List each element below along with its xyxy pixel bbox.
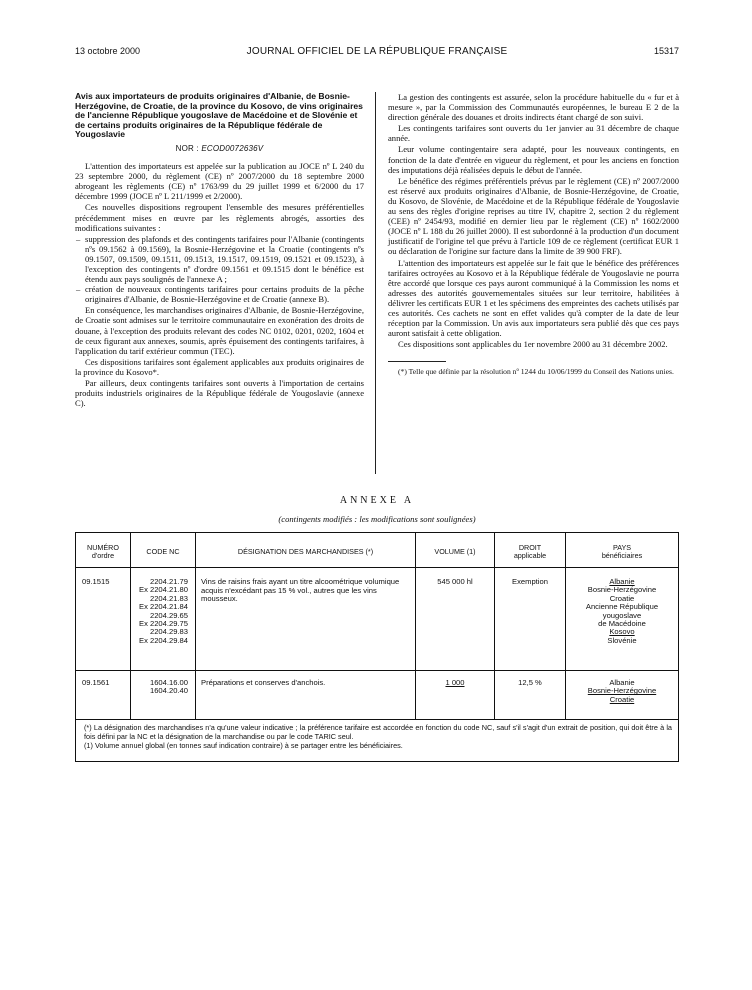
country: Albanie — [609, 577, 635, 586]
modifications-list — [75, 234, 364, 305]
nc-code: 1604.20.40 — [149, 686, 188, 696]
country: de Macédoine — [598, 619, 646, 629]
paragraph: Ces dispositions sont applicables du 1er novembre 2000 au 31 décembre 2002. — [398, 339, 668, 350]
row-droit: 12,5 % — [518, 678, 542, 687]
paragraph: Le bénéfice des régimes préférentiels prévus par le règlement (CE) nº 2007/2000 est réservé aux produits originaires d'Albanie, de Bosnie-Herzégovine, de Croatie, du Kosovo, de Slovénie, de Macédoine et de la République fédérale de Yougoslavie au sens des règles d'origine reprises au titre IV, chapitre 2, section 2 du règlement (CEE) nº 2454/93, modifié en dernier lieu par le règlement (CE) nº 1602/2000 (JOCE nº L 188 du 26 juillet 2000). Il est subordonné à la production d'un document justificatif de l'origine tel que prévu à l'article 109 de ce règlement (certificat EUR 1 ou déclaration de l'origine sur facture dans la limite de 39 900 FRF). — [388, 175, 679, 257]
column-header-pays — [566, 544, 678, 560]
paragraph: La gestion des contingents est assurée, selon la procédure habituelle du « fur et à mesure », par la Commission des Communautés européennes, le bureau E 2 de la direction générale des douanes et droits indirects étant chargé de son suivi. — [388, 92, 679, 123]
paragraph: Ces nouvelles dispositions regroupent l'ensemble des mesures préférentielles précédemment mises en œuvre par les règlements abrogés, assorties des modifications suivantes : — [75, 202, 364, 233]
row-pays — [566, 679, 678, 704]
header-line: DROIT — [518, 543, 542, 552]
country: yougoslave — [602, 610, 642, 620]
paragraph: Leur volume contingentaire sera adapté, pour les nouveaux contingents, en fonction de la date d'entrée en vigueur du règlement, et pour les anciens en fonction des imputations déjà réalisées depuis le début de l'année. — [388, 144, 679, 175]
annex-subtitle: (contingents modifiés : les modifications sont soulignées) — [278, 514, 476, 524]
table-column-rule — [415, 533, 416, 719]
header-line: PAYS — [612, 543, 632, 552]
table-column-rule — [195, 533, 196, 719]
paragraph: L'attention des importateurs est appelée sur le fait que le bénéfice des préférences tarifaires octroyées au Kosovo et à la République fédérale de Yougoslavie ne pourra être accordé que lorsque ces pays auront communiqué à la Commission les noms et adresses des autorités gouvernementales situées sur leur territoire, habilitées à délivrer les certificats EUR 1 et les spécimens des empreintes des cachets utilisés par ces autorités. Ces cachets ne sont en effet valides qu'à compter de la date de leur réception par la Commission. Un avis aux importateurs sera publié dès que ces pays auront satisfait à cette obligation. — [388, 257, 679, 339]
row-designation: Préparations et conserves d'anchois. — [201, 678, 326, 687]
nc-code: Ex 2204.21.84 — [139, 602, 188, 612]
country: Slovénie — [607, 635, 637, 645]
paragraph: En conséquence, les marchandises originaires d'Albanie, de Bosnie-Herzégovine, de Croatie sont admises sur le territoire communautaire en exonération des droits de douane, à l'exception des produits relevant des codes NC 0102, 0201, 0202, 1604 et de ceux figurant aux annexes, soumis, après épuisement des contingents tarifaires, à l'application du tarif extérieur commun (TEC). — [75, 305, 364, 356]
column-header-numero — [76, 544, 130, 560]
header-date: 13 octobre 2000 — [75, 46, 141, 56]
nc-code: 2204.21.79 — [149, 577, 188, 586]
row-codes — [132, 679, 188, 696]
row-volume: 545 000 hl — [437, 577, 473, 586]
row-designation: Vins de raisins frais ayant un titre alcoométrique volumique acquis n'excédant pas 15 % vol., autres que les vins mousseux. — [201, 577, 400, 604]
row-volume-cell — [416, 679, 494, 688]
table-row-rule — [76, 567, 678, 568]
paragraph: L'attention des importateurs est appelée sur la publication au JOCE nº L 240 du 23 septembre 2000, du règlement (CE) nº 2007/2000 du 18 septembre 2000 abrogeant les règlements (CE) nº 1763/99 du 29 juillet 1999 et 6/2000 du 17 décembre 1999 (JOCE nº L 211/1999 et 2/2000). — [75, 161, 364, 202]
country: Croatie — [609, 593, 635, 603]
row-pays — [566, 578, 678, 645]
row-numero: 09.1561 — [82, 678, 110, 687]
list-item: – suppression des plafonds et des contingents tarifaires pour l'Albanie (contingents nºs 09.1562 à 09.1569), la Bosnie-Herzégovine et la Croatie (contingents nºs 09.1507, 09.1509, 09.1511, 09.1513, 19.1517, 09.1519, 09.1521 et 09.1523), à l'exception des contingents nº d'ordre 09.1561 et 09.1515 dont le bénéfice est étendu aux pays soulignés de l'annexe A ; — [75, 234, 364, 284]
table-column-rule — [130, 533, 131, 719]
country: Bosnie-Herzégovine — [587, 585, 657, 595]
nc-code: Ex 2204.29.84 — [139, 635, 188, 645]
nc-code: 2204.21.83 — [149, 593, 188, 603]
column-header-code-nc: CODE NC — [146, 547, 180, 556]
nor-reference — [75, 144, 364, 154]
nc-code: Ex 2204.21.80 — [139, 585, 188, 595]
row-volume: 1 000 — [445, 678, 465, 687]
table-note: (*) La désignation des marchandises n'a qu'une valeur indicative ; la préférence tarifaire est accordée en fonction du code NC, sauf s'il s'agit d'un extrait de position, qui doit être à la fois défini par la NC et la désignation de la marchandise ou par le code TARIC seul. — [84, 723, 672, 741]
table-row-rule — [76, 670, 678, 671]
header-journal-title: JOURNAL OFFICIEL DE LA RÉPUBLIQUE FRANÇAISE — [246, 46, 508, 57]
header-line: NUMÉRO — [87, 543, 119, 552]
country: Albanie — [609, 678, 635, 687]
nor-label: NOR : — [175, 143, 199, 153]
page-header — [75, 46, 679, 60]
nc-code: 1604.16.00 — [149, 678, 188, 687]
footnote: (*) Telle que définie par la résolution nº 1244 du 10/06/1999 du Conseil des Nations unies. — [398, 367, 674, 377]
row-droit: Exemption — [512, 577, 548, 586]
header-line: d'ordre — [91, 551, 115, 560]
country: Croatie — [609, 694, 635, 704]
footnote-rule — [388, 361, 446, 362]
header-line: bénéficiaires — [601, 551, 643, 560]
annex-title: ANNEXE A — [339, 495, 415, 506]
row-codes — [132, 578, 188, 645]
table-notes — [84, 723, 672, 750]
nc-code: Ex 2204.29.75 — [139, 619, 188, 629]
list-item: – création de nouveaux contingents tarifaires pour certains produits de la pêche originaires d'Albanie, de Bosnie-Herzégovine et de Croatie (annexe B). — [75, 284, 364, 304]
header-line: applicable — [513, 551, 547, 560]
column-divider — [375, 92, 376, 474]
left-column — [75, 92, 364, 409]
country: Kosovo — [609, 627, 635, 637]
header-page-number: 15317 — [653, 46, 679, 56]
paragraph: Par ailleurs, deux contingents tarifaires sont ouverts à l'importation de certains produits industriels originaires de la République fédérale de Yougoslavie (annexe C). — [75, 378, 364, 409]
table-row-rule — [76, 719, 678, 720]
annex-table — [75, 532, 679, 762]
country: Bosnie-Herzégovine — [587, 686, 657, 696]
row-numero: 09.1515 — [82, 577, 110, 586]
column-header-designation: DÉSIGNATION DES MARCHANDISES (*) — [237, 547, 374, 556]
nc-code: 2204.29.65 — [149, 610, 188, 620]
column-header-droit — [495, 544, 565, 560]
right-column — [388, 92, 679, 376]
paragraph: Les contingents tarifaires sont ouverts du 1er janvier au 31 décembre de chaque année. — [388, 123, 679, 144]
column-header-volume: VOLUME (1) — [434, 547, 476, 556]
notice-title: Avis aux importateurs de produits originaires d'Albanie, de Bosnie-Herzégovine, de Croatie, de la province du Kosovo, de vins originaires de l'ancienne République yougoslave de Macédoine et de Slovénie et de certains produits originaires de la République fédérale de Yougoslavie — [75, 91, 363, 140]
nc-code: 2204.29.83 — [149, 627, 188, 637]
paragraph: Ces dispositions tarifaires sont également applicables aux produits originaires de la province du Kosovo*. — [75, 356, 364, 377]
table-note: (1) Volume annuel global (en tonnes sauf indication contraire) à se partager entre les bénéficiaires. — [84, 741, 403, 750]
nor-code: ECOD0072636V — [201, 143, 264, 153]
country: Ancienne République — [585, 602, 659, 612]
table-column-rule — [494, 533, 495, 719]
